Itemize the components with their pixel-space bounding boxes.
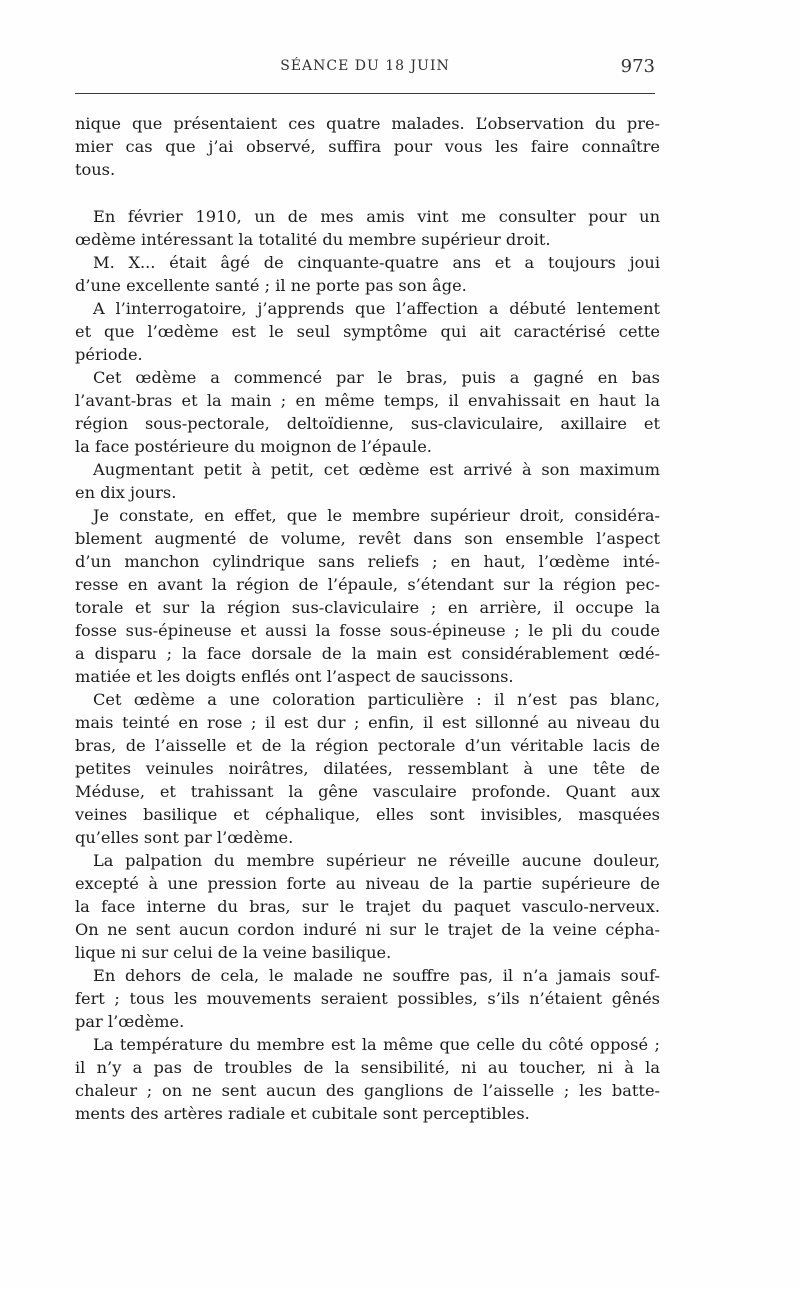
text-line: En dehors de cela, le malade ne souffre pas, il n’a jamais souf-: [93, 966, 660, 985]
text-line: et que l’œdème est le seul symptôme qui ait caractérisé cette: [75, 322, 660, 341]
paragraph: [75, 297, 660, 366]
page-number: 973: [620, 56, 655, 77]
paragraph: [75, 458, 660, 504]
text-line: période.: [75, 345, 143, 364]
text-line: tous.: [75, 160, 116, 179]
running-title: SÉANCE DU 18 JUIN: [280, 58, 450, 74]
text-line: matiée et les doigts enflés ont l’aspect de saucissons.: [75, 667, 514, 686]
text-line: bras, de l’aisselle et de la région pectorale d’un véritable lacis de: [75, 736, 660, 755]
text-line: d’un manchon cylindrique sans reliefs ; en haut, l’œdème inté-: [75, 552, 660, 571]
text-line: Cet œdème a une coloration particulière : il n’est pas blanc,: [93, 690, 660, 709]
text-line: blement augmenté de volume, revêt dans son ensemble l’aspect: [75, 529, 660, 548]
body-text: [75, 112, 660, 1125]
text-line: en dix jours.: [75, 483, 177, 502]
paragraph: [75, 504, 660, 688]
text-line: ments des artères radiale et cubitale sont perceptibles.: [75, 1104, 530, 1123]
text-line: mier cas que j’ai observé, suffira pour vous les faire connaître: [75, 137, 660, 156]
paragraph: [75, 251, 660, 297]
paragraph-gap: [75, 181, 660, 205]
text-line: M. X... était âgé de cinquante-quatre ans et a toujours joui: [93, 253, 660, 272]
text-line: a disparu ; la face dorsale de la main est considérablement œdé-: [75, 644, 660, 663]
text-line: l’avant-bras et la main ; en même temps, il envahissait en haut la: [75, 391, 660, 410]
text-line: fert ; tous les mouvements seraient possibles, s’ils n’étaient gênés: [75, 989, 660, 1008]
text-line: fosse sus-épineuse et aussi la fosse sous-épineuse ; le pli du coude: [75, 621, 660, 640]
text-line: nique que présentaient ces quatre malades. L’observation du pre-: [75, 114, 660, 133]
paragraph: [75, 964, 660, 1033]
text-line: œdème intéressant la totalité du membre supérieur droit.: [75, 230, 551, 249]
text-line: On ne sent aucun cordon induré ni sur le trajet de la veine cépha-: [75, 920, 660, 939]
text-line: resse en avant la région de l’épaule, s’étendant sur la région pec-: [75, 575, 660, 594]
paragraph: [75, 205, 660, 251]
text-line: Méduse, et trahissant la gêne vasculaire profonde. Quant aux: [75, 782, 660, 801]
paragraph: [75, 112, 660, 181]
text-line: A l’interrogatoire, j’apprends que l’affection a débuté lentement: [93, 299, 660, 318]
text-line: Cet œdème a commencé par le bras, puis a gagné en bas: [93, 368, 660, 387]
paragraph: [75, 849, 660, 964]
text-line: En février 1910, un de mes amis vint me consulter pour un: [93, 207, 660, 226]
text-line: chaleur ; on ne sent aucun des ganglions de l’aisselle ; les batte-: [75, 1081, 660, 1100]
text-line: Augmentant petit à petit, cet œdème est arrivé à son maximum: [93, 460, 660, 479]
text-line: la face interne du bras, sur le trajet du paquet vasculo-nerveux.: [75, 897, 660, 916]
text-line: il n’y a pas de troubles de la sensibilité, ni au toucher, ni à la: [75, 1058, 660, 1077]
text-line: d’une excellente santé ; il ne porte pas son âge.: [75, 276, 467, 295]
paragraph: [75, 688, 660, 849]
text-line: mais teinté en rose ; il est dur ; enfin, il est sillonné au niveau du: [75, 713, 660, 732]
text-line: Je constate, en effet, que le membre supérieur droit, considéra-: [93, 506, 660, 525]
paragraph: [75, 366, 660, 458]
text-line: la face postérieure du moignon de l’épaule.: [75, 437, 432, 456]
text-line: région sous-pectorale, deltoïdienne, sus-claviculaire, axillaire et: [75, 414, 660, 433]
text-line: veines basilique et céphalique, elles sont invisibles, masquées: [75, 805, 660, 824]
paragraph: [75, 1033, 660, 1125]
page-header: [75, 52, 655, 86]
text-line: petites veinules noirâtres, dilatées, ressemblant à une tête de: [75, 759, 660, 778]
text-line: qu’elles sont par l’œdème.: [75, 828, 294, 847]
text-line: par l’œdème.: [75, 1012, 185, 1031]
text-line: lique ni sur celui de la veine basilique.: [75, 943, 392, 962]
text-line: La palpation du membre supérieur ne réveille aucune douleur,: [93, 851, 660, 870]
text-line: La température du membre est la même que celle du côté opposé ;: [93, 1035, 660, 1054]
header-rule: [75, 93, 655, 94]
text-line: torale et sur la région sus-claviculaire ; en arrière, il occupe la: [75, 598, 660, 617]
text-line: excepté à une pression forte au niveau de la partie supérieure de: [75, 874, 660, 893]
